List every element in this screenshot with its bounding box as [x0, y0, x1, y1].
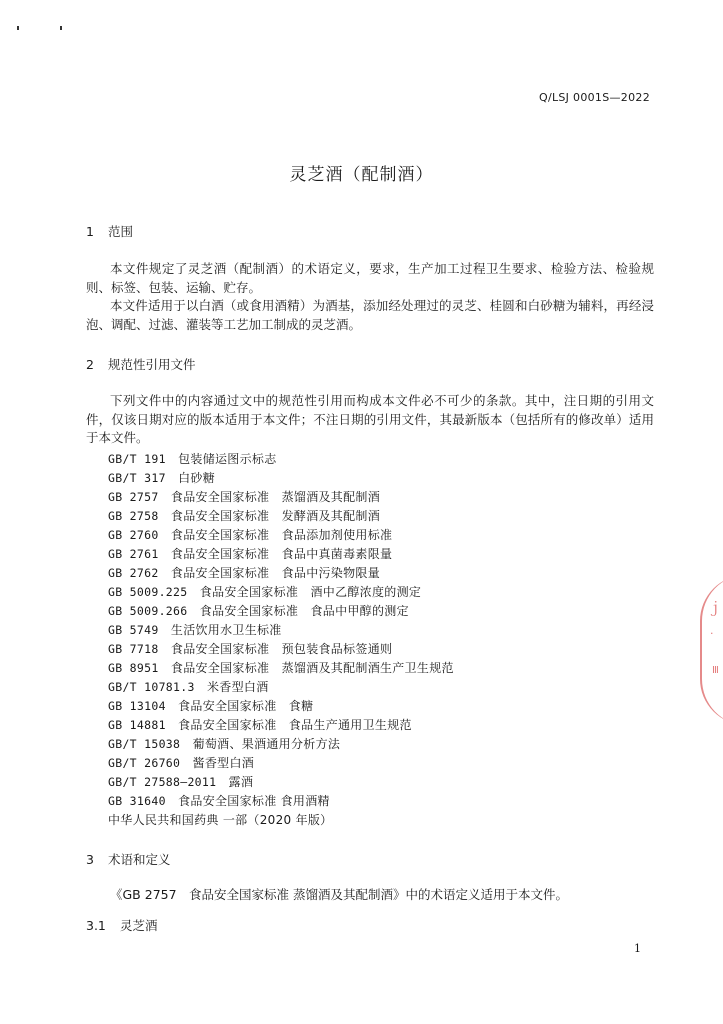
reference-item: [108, 526, 454, 545]
reference-item: [108, 792, 454, 811]
reference-code: GB 5009.266: [108, 604, 188, 618]
reference-title: 食品安全国家标准 食品中污染物限量: [170, 566, 380, 580]
reference-item: [108, 469, 454, 488]
reference-code: GB 2758: [108, 509, 159, 523]
section-title: 术语和定义: [107, 852, 171, 867]
subsection-title: 灵芝酒: [119, 918, 158, 933]
reference-item: [108, 488, 454, 507]
subsection-3-1-heading: [86, 916, 158, 934]
reference-code: GB/T 10781.3: [108, 680, 195, 694]
subsection-number: 3.1: [86, 918, 106, 933]
reference-title: 食品安全国家标准 食糖: [178, 699, 314, 713]
reference-item: [108, 659, 454, 678]
reference-title: 食品安全国家标准 酒中乙醇浓度的测定: [199, 585, 422, 599]
normative-references-intro: 下列文件中的内容通过文中的规范性引用而构成本文件必不可少的条款。其中，注日期的引用文件，仅该日期对应的版本适用于本文件；不注日期的引用文件，其最新版本（包括所有的修改单）适用于本文件。: [86, 393, 654, 445]
reference-title: 食品安全国家标准 食品中真菌毒素限量: [170, 547, 393, 561]
section-number: 2: [86, 357, 94, 372]
reference-code: GB/T 26760: [108, 756, 181, 770]
section-1-heading: [86, 222, 133, 240]
document-title: 灵芝酒（配制酒）: [289, 165, 434, 185]
reference-title: 食品安全国家标准 发酵酒及其配制酒: [170, 509, 380, 523]
reference-title: 中华人民共和国药典 一部（2020 年版）: [108, 813, 333, 827]
reference-code: GB 2760: [108, 528, 159, 542]
reference-item: [108, 621, 454, 640]
reference-item: [108, 450, 454, 469]
reference-code: GB 31640: [108, 794, 166, 808]
reference-title: 食品安全国家标准 食品添加剂使用标准: [170, 528, 393, 542]
reference-title: 白砂糖: [178, 471, 216, 485]
reference-code: GB/T 27588—2011: [108, 775, 217, 789]
reference-list: [108, 450, 454, 830]
reference-title: 食品安全国家标准 预包装食品标签通则: [170, 642, 393, 656]
terms-intro: 《GB 2757 食品安全国家标准 蒸馏酒及其配制酒》中的术语定义适用于本文件。: [110, 887, 569, 902]
document-number: Q/LSJ 0001S—2022: [539, 91, 650, 104]
reference-title: 食品安全国家标准 食品生产通用卫生规范: [178, 718, 412, 732]
reference-code: GB 8951: [108, 661, 159, 675]
section-number: 3: [86, 852, 94, 867]
reference-item: [108, 754, 454, 773]
scope-paragraph-2: 本文件适用于以白酒（或食用酒精）为酒基，添加经处理过的灵芝、桂圆和白砂糖为辅料，再经浸泡、调配、过滤、灌装等工艺加工制成的灵芝酒。: [86, 298, 654, 332]
reference-item: [108, 811, 454, 830]
reference-title: 食品安全国家标准 食用酒精: [178, 794, 330, 808]
section-2-heading: [86, 355, 196, 373]
reference-title: 酱香型白酒: [192, 756, 255, 770]
reference-code: GB/T 317: [108, 471, 166, 485]
section-number: 1: [86, 224, 94, 239]
reference-code: GB 14881: [108, 718, 166, 732]
reference-title: 生活饮用水卫生标准: [170, 623, 282, 637]
reference-code: GB 5749: [108, 623, 159, 637]
reference-item: [108, 716, 454, 735]
reference-code: GB 2762: [108, 566, 159, 580]
reference-code: GB 5009.225: [108, 585, 188, 599]
reference-item: [108, 564, 454, 583]
scope-paragraph-1: 本文件规定了灵芝酒（配制酒）的术语定义，要求，生产加工过程卫生要求、检验方法、检验规则、标签、包装、运输、贮存。: [86, 261, 654, 295]
reference-code: GB 13104: [108, 699, 166, 713]
reference-title: 食品安全国家标准 食品中甲醇的测定: [199, 604, 409, 618]
reference-title: 葡萄酒、果酒通用分析方法: [192, 737, 341, 751]
section-title: 规范性引用文件: [107, 357, 196, 372]
reference-code: GB 2757: [108, 490, 159, 504]
reference-item: [108, 640, 454, 659]
company-seal-stamp: ｊ · Ⅲ: [700, 575, 723, 725]
page-number: 1: [634, 942, 641, 955]
reference-code: GB 2761: [108, 547, 159, 561]
reference-item: [108, 697, 454, 716]
reference-title: 米香型白酒: [207, 680, 269, 694]
reference-item: [108, 583, 454, 602]
reference-title: 包装储运图示标志: [178, 452, 277, 466]
reference-title: 食品安全国家标准 蒸馏酒及其配制酒生产卫生规范: [170, 661, 454, 675]
scan-mark: [17, 26, 19, 30]
scan-mark: [60, 26, 62, 30]
reference-item: [108, 507, 454, 526]
reference-item: [108, 602, 454, 621]
reference-code: GB/T 191: [108, 452, 166, 466]
reference-item: [108, 773, 454, 792]
reference-item: [108, 678, 454, 697]
reference-code: GB 7718: [108, 642, 159, 656]
reference-item: [108, 735, 454, 754]
reference-item: [108, 545, 454, 564]
reference-title: 食品安全国家标准 蒸馏酒及其配制酒: [170, 490, 380, 504]
reference-code: GB/T 15038: [108, 737, 181, 751]
reference-title: 露酒: [228, 775, 254, 789]
section-3-heading: [86, 850, 171, 868]
section-title: 范围: [107, 224, 133, 239]
